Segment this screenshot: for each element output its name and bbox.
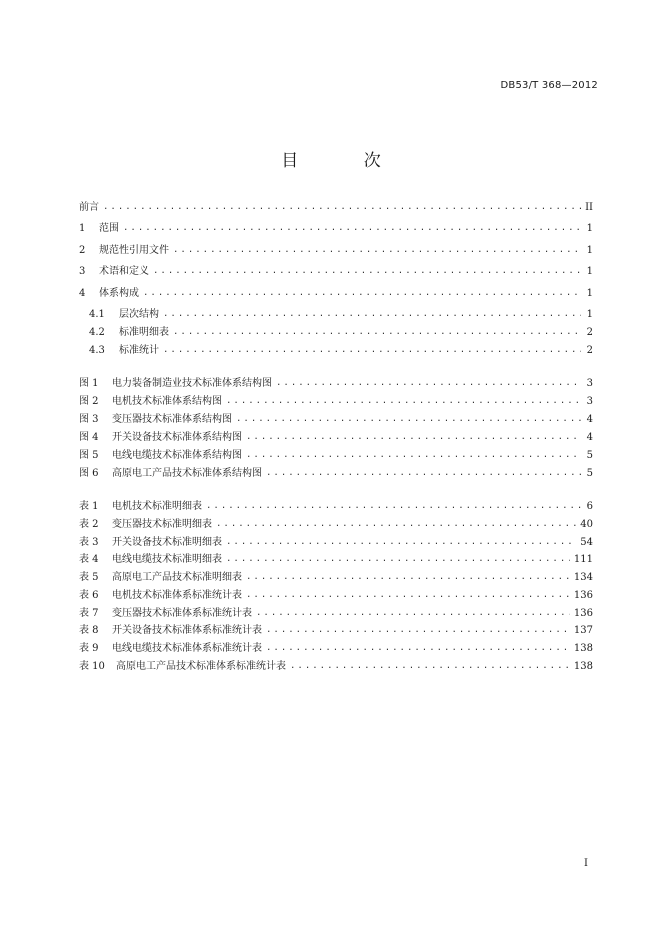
toc-entry-label [79, 242, 169, 260]
toc-entry-figure-3[interactable] [79, 411, 593, 429]
toc-entry-page: 2 [586, 345, 593, 356]
toc-leader-dots [163, 341, 581, 359]
toc-entry-page: 138 [573, 643, 593, 654]
toc-entry-title: 变压器技术标准明细表 [112, 519, 212, 530]
toc-entry-label [79, 658, 286, 676]
toc-entry-title: 前言 [79, 202, 99, 213]
toc-entry-label [79, 569, 242, 587]
toc-entry-number: 表 2 [79, 519, 99, 530]
toc-entry-section-4-1[interactable] [89, 306, 593, 324]
toc-leader-dots [266, 621, 570, 639]
toc-entry-page: 137 [573, 625, 593, 636]
toc-entry-number: 图 6 [79, 468, 99, 479]
toc-entry-page: 3 [586, 396, 593, 407]
toc-leader-dots [256, 604, 570, 622]
toc-entry-title: 电力装备制造业技术标准体系结构图 [112, 378, 272, 389]
toc-entry-title: 高原电工产品技术标准明细表 [112, 572, 242, 583]
toc-entry-number: 表 4 [79, 554, 99, 565]
toc-entry-label [89, 324, 169, 342]
toc-leader-dots [226, 392, 581, 410]
toc-entry-title: 变压器技术标准体系标准统计表 [112, 608, 252, 619]
toc-entry-page: 5 [586, 468, 593, 479]
toc-entry-label [79, 447, 242, 465]
toc-leader-dots [290, 657, 570, 675]
toc-entry-title: 规范性引用文件 [99, 245, 169, 256]
toc-leader-dots [143, 284, 581, 302]
toc-entry-page: 134 [573, 572, 593, 583]
toc-leader-dots [123, 219, 581, 237]
toc-leader-dots [173, 241, 581, 259]
toc-entry-number: 图 2 [79, 396, 99, 407]
toc-entry-figure-2[interactable] [79, 393, 593, 411]
toc-entry-label [79, 498, 202, 516]
toc-leader-dots [206, 497, 581, 515]
toc-entry-table-8[interactable] [79, 622, 593, 640]
toc-entry-page: 1 [586, 245, 593, 256]
toc-entry-section-4-2[interactable] [89, 324, 593, 342]
toc-entry-label [79, 622, 262, 640]
toc-entry-page: 136 [573, 590, 593, 601]
toc-entry-number: 图 5 [79, 450, 99, 461]
toc-entry-title: 电线电缆技术标准体系标准统计表 [112, 643, 262, 654]
toc-entry-title: 电机技术标准体系结构图 [112, 396, 222, 407]
toc-entry-page: 111 [573, 554, 593, 565]
toc-entry-label [79, 605, 252, 623]
toc-entry-number: 图 1 [79, 378, 99, 389]
toc-entry-page: 2 [586, 327, 593, 338]
toc-leader-dots [226, 533, 576, 551]
toc-entry-label [79, 551, 222, 569]
toc-leader-dots [103, 198, 581, 216]
toc-entry-section-3[interactable] [79, 263, 593, 281]
toc-entry-title: 电机技术标准明细表 [112, 501, 202, 512]
toc-entry-page: 54 [580, 537, 593, 548]
toc-entry-title: 高原电工产品技术标准体系结构图 [112, 468, 262, 479]
toc-entry-figure-4[interactable] [79, 429, 593, 447]
toc-entry-title: 术语和定义 [99, 266, 149, 277]
toc-entry-number: 表 9 [79, 643, 99, 654]
toc-entry-label [79, 263, 149, 281]
toc-entry-page: 4 [586, 414, 593, 425]
toc-entry-label [79, 587, 242, 605]
toc-leader-dots [173, 323, 581, 341]
toc-entry-section-2[interactable] [79, 242, 593, 260]
toc-entry-label [79, 375, 272, 393]
toc-entry-number: 图 3 [79, 414, 99, 425]
toc-entry-title: 标准明细表 [119, 327, 169, 338]
toc-entry-title: 开关设备技术标准体系结构图 [112, 432, 242, 443]
toc-entry-number: 图 4 [79, 432, 99, 443]
toc-leader-dots [153, 262, 581, 280]
toc-leader-dots [276, 374, 581, 392]
toc-entry-figure-5[interactable] [79, 447, 593, 465]
toc-entry-number: 表 6 [79, 590, 99, 601]
toc-entry-number: 表 10 [79, 661, 105, 672]
toc-entry-title: 范围 [99, 223, 119, 234]
toc-entry-figure-1[interactable] [79, 375, 593, 393]
toc-entry-label [79, 393, 222, 411]
toc-entry-page: II [585, 202, 593, 213]
toc-entry-label [79, 411, 232, 429]
toc-entry-label [89, 306, 159, 324]
toc-entry-page: 1 [586, 288, 593, 299]
toc-entry-label [79, 534, 222, 552]
toc-entry-label [79, 285, 139, 303]
page-number: I [584, 858, 588, 869]
toc-entry-foreword[interactable] [79, 199, 593, 217]
toc-entry-title: 标准统计 [119, 345, 159, 356]
toc-entry-page: 138 [573, 661, 593, 672]
toc-entry-page: 5 [586, 450, 593, 461]
toc-entry-number: 2 [79, 245, 86, 256]
toc-entry-page: 3 [586, 378, 593, 389]
toc-entry-section-4-3[interactable] [89, 342, 593, 360]
toc-entry-number: 4.2 [89, 327, 105, 338]
toc-entry-number: 表 3 [79, 537, 99, 548]
toc-entry-page: 1 [586, 309, 593, 320]
toc-entry-title: 开关设备技术标准明细表 [112, 537, 222, 548]
toc-entry-table-5[interactable] [79, 569, 593, 587]
toc-entry-label [79, 516, 212, 534]
toc-leader-dots [216, 515, 576, 533]
toc-entry-table-9[interactable] [79, 640, 593, 658]
toc-leader-dots [236, 410, 581, 428]
toc-title: 目 次 [281, 151, 411, 171]
toc-entry-label [79, 429, 242, 447]
toc-entry-page: 1 [586, 223, 593, 234]
toc-entry-number: 表 1 [79, 501, 99, 512]
toc-entry-figure-6[interactable] [79, 465, 593, 483]
toc-entry-number: 表 8 [79, 625, 99, 636]
toc-leader-dots [163, 305, 581, 323]
toc-entry-title: 体系构成 [99, 288, 139, 299]
toc-entry-number: 3 [79, 266, 86, 277]
toc-entry-title: 高原电工产品技术标准体系标准统计表 [116, 661, 286, 672]
toc-entry-title: 变压器技术标准体系结构图 [112, 414, 232, 425]
toc-leader-dots [246, 568, 570, 586]
toc-entry-number: 表 5 [79, 572, 99, 583]
toc-entry-title: 层次结构 [119, 309, 159, 320]
toc-entry-section-4[interactable] [79, 285, 593, 303]
document-code: DB53/T 368—2012 [500, 80, 598, 91]
toc-leader-dots [226, 550, 570, 568]
toc-entry-title: 电线电缆技术标准明细表 [112, 554, 222, 565]
toc-entry-page: 40 [580, 519, 593, 530]
toc-leader-dots [246, 446, 581, 464]
toc-entry-page: 136 [573, 608, 593, 619]
toc-entry-label [79, 199, 99, 217]
toc-entry-number: 4.1 [89, 309, 105, 320]
toc-entry-label [89, 342, 159, 360]
toc-entry-title: 电机技术标准体系标准统计表 [112, 590, 242, 601]
toc-entry-section-1[interactable] [79, 220, 593, 238]
toc-leader-dots [246, 586, 570, 604]
toc-entry-page: 4 [586, 432, 593, 443]
toc-entry-table-4[interactable] [79, 551, 593, 569]
toc-entry-number: 表 7 [79, 608, 99, 619]
toc-entry-title: 电线电缆技术标准体系结构图 [112, 450, 242, 461]
toc-entry-number: 4 [79, 288, 86, 299]
toc-entry-table-1[interactable] [79, 498, 593, 516]
toc-entry-number: 4.3 [89, 345, 105, 356]
toc-entry-table-2[interactable] [79, 516, 593, 534]
toc-entry-page: 1 [586, 266, 593, 277]
toc-entry-label [79, 465, 262, 483]
toc-entry-title: 开关设备技术标准体系标准统计表 [112, 625, 262, 636]
toc-entry-label [79, 640, 262, 658]
toc-entry-table-10[interactable] [79, 658, 593, 676]
toc-entry-page: 6 [586, 501, 593, 512]
toc-entry-table-6[interactable] [79, 587, 593, 605]
toc-leader-dots [246, 428, 581, 446]
toc-leader-dots [266, 464, 581, 482]
toc-entry-number: 1 [79, 223, 86, 234]
toc-entry-label [79, 220, 119, 238]
toc-leader-dots [266, 639, 570, 657]
